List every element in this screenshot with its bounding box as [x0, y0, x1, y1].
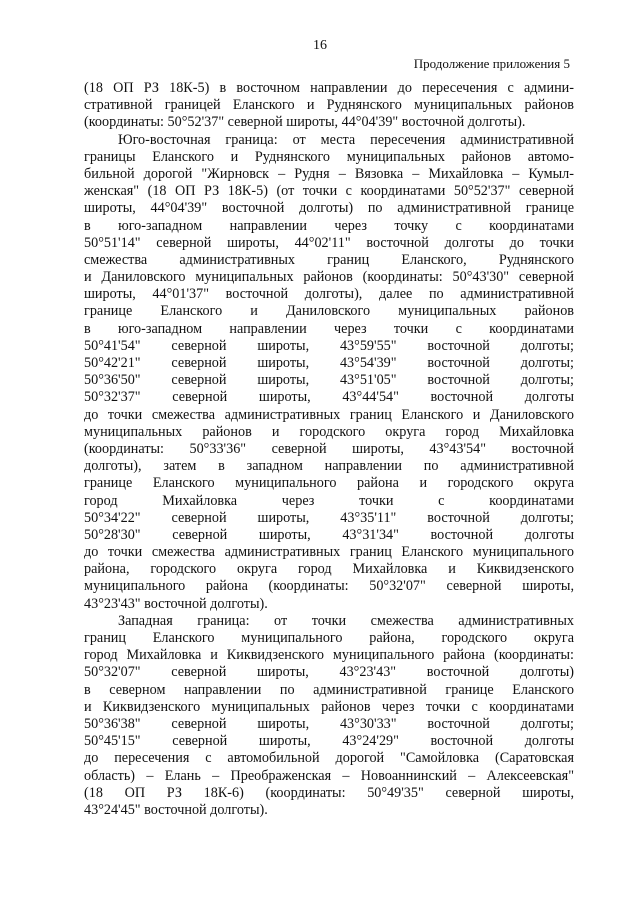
text-line: (18 ОП РЗ 18К-6) (координаты: 50°49'35" северной широты, — [84, 784, 574, 801]
text-line: в юго-западном направлении через точки с координатами — [84, 320, 574, 337]
text-line: в юго-западном направлении через точку с координатами — [84, 217, 574, 234]
text-line: 43°23'43" восточной долготы). — [84, 595, 268, 612]
text-line: до пересечения с автомобильной дорогой "Самойловка (Саратовская — [84, 750, 574, 767]
text-line: Западная граница: от точки смежества административных — [118, 612, 574, 629]
text-line: 50°34'22" северной широты, 43°35'11" восточной долготы; — [84, 509, 574, 526]
text-line: 50°36'50" северной широты, 43°51'05" восточной долготы; — [84, 372, 574, 389]
body-text — [84, 80, 574, 819]
appendix-label: Продолжение приложения 5 — [413, 56, 570, 71]
text-line: 50°28'30" северной широты, 43°31'34" восточной долготы — [84, 526, 574, 543]
text-line: 43°24'45" восточной долготы). — [84, 801, 268, 818]
text-line: (координаты: 50°52'37" северной широты, 44°04'39" восточной долготы). — [84, 114, 526, 131]
text-line: 50°32'07" северной широты, 43°23'43" восточной долготы) — [84, 664, 574, 681]
text-line: 50°36'38" северной широты, 43°30'33" восточной долготы; — [84, 715, 574, 732]
text-line: 50°41'54" северной широты, 43°59'55" восточной долготы; — [84, 337, 574, 354]
text-line: (координаты: 50°33'36" северной широты, 43°43'54" восточной — [84, 440, 574, 457]
text-line: 50°32'37" северной широты, 43°44'54" восточной долготы — [84, 389, 574, 406]
text-line: город Михайловка и Киквидзенского муниципального района (координаты: — [84, 647, 574, 664]
text-line: до точки смежества административных границ Еланского муниципального — [84, 544, 574, 561]
text-line: до точки смежества административных границ Еланского и Даниловского — [84, 406, 574, 423]
text-line: 50°51'14" северной широты, 44°02'11" восточной долготы до точки — [84, 234, 574, 251]
text-line: (18 ОП РЗ 18К-5) в восточном направлении до пересечения с админи- — [84, 80, 574, 96]
text-line: и Даниловского муниципальных районов (координаты: 50°43'30" северной — [84, 269, 574, 286]
text-line: муниципального района (координаты: 50°32'07" северной широты, — [84, 578, 574, 595]
text-line: смежества административных границ Еланского, Руднянского — [84, 251, 574, 268]
text-line: стративной границей Еланского и Руднянского муниципальных районов — [84, 97, 574, 114]
text-line: широты, 44°01'37" восточной долготы), далее по административной — [84, 286, 574, 303]
text-line: в северном направлении по административной границе Еланского — [84, 681, 574, 698]
text-line: город Михайловка через точки с координатами — [84, 492, 574, 509]
text-line: района, городского округа город Михайловка и Киквидзенского — [84, 561, 574, 578]
text-line: 50°45'15" северной широты, 43°24'29" восточной долготы — [84, 733, 574, 750]
text-line: Юго-восточная граница: от места пересечения административной — [118, 131, 574, 148]
text-line: долготы), затем в западном направлении по административной — [84, 458, 574, 475]
text-line: границе Еланского муниципального района и городского округа — [84, 475, 574, 492]
text-line: область) – Елань – Преображенская – Новоаннинский – Алексеевская" — [84, 767, 574, 784]
text-line: женская" (18 ОП РЗ 18К-5) (от точки с координатами 50°52'37" северной — [84, 183, 574, 200]
text-line: муниципальных районов и городского округа город Михайловка — [84, 423, 574, 440]
text-line: границ Еланского муниципального района, городского округа — [84, 630, 574, 646]
text-line: границе Еланского и Даниловского муниципальных районов — [84, 303, 574, 320]
text-line: и Киквидзенского муниципальных районов через точки с координатами — [84, 698, 574, 715]
text-line: 50°42'21" северной широты, 43°54'39" восточной долготы; — [84, 355, 574, 371]
page-number: 16 — [313, 38, 327, 53]
text-line: бильной дорогой "Жирновск – Рудня – Вязовка – Михайловка – Кумыл- — [84, 165, 574, 182]
text-line: широты, 44°04'39" восточной долготы) по административной границе — [84, 200, 574, 217]
text-line: границы Еланского и Руднянского муниципальных районов автомо- — [84, 148, 574, 165]
